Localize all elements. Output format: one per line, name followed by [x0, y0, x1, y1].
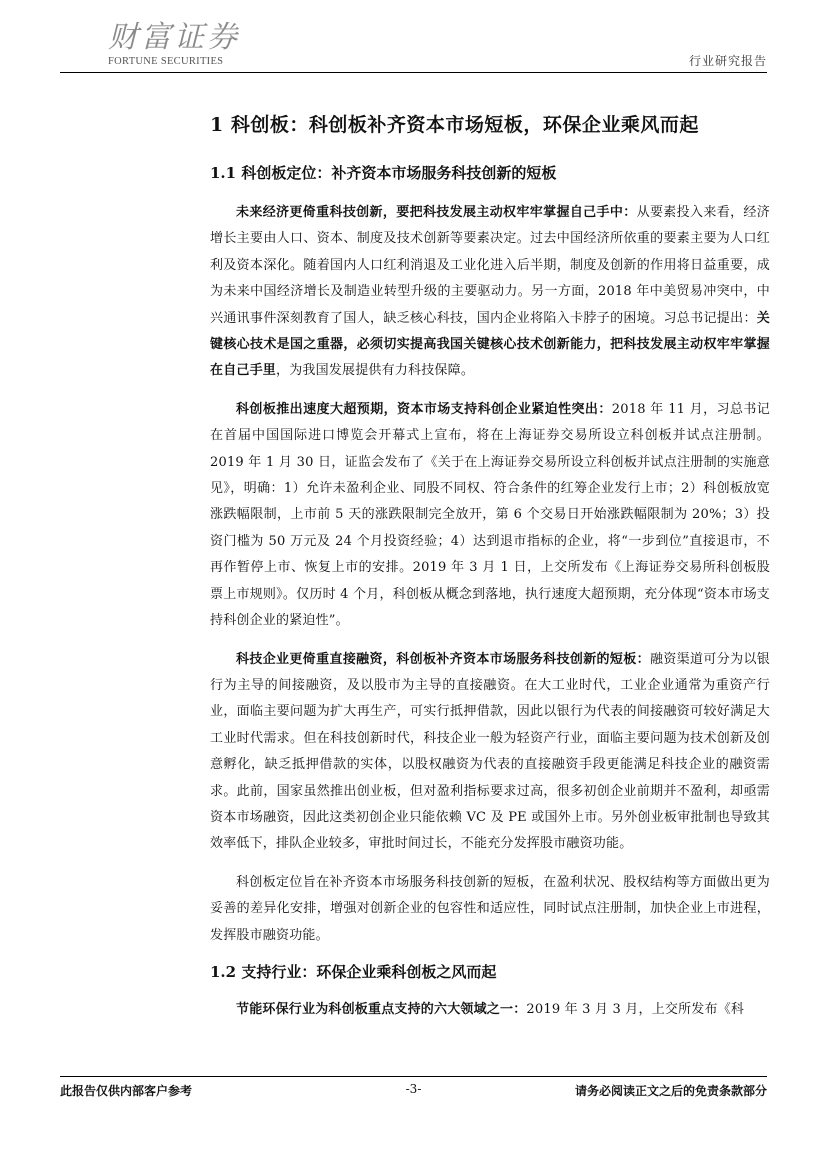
paragraph-2	[210, 397, 770, 635]
section-1-1-title: 1.1 科创板定位：补齐资本市场服务科技创新的短板	[210, 164, 557, 182]
footer-notice: 请务必阅读正文之后的免责条款部分	[574, 1084, 767, 1098]
paragraph-1-tail: ，为我国发展提供有力科技保障。	[276, 363, 475, 379]
paragraph-1-lead: 未来经济更倚重科技创新，要把科技发展主动权牢牢掌握自己手中：	[236, 205, 637, 220]
company-logo	[108, 20, 268, 68]
footer-disclaimer: 此报告仅供内部客户参考	[60, 1084, 193, 1098]
paragraph-5-text: 2019 年 3 月 3 月，上交所发布《科	[526, 1001, 745, 1017]
paragraph-4	[210, 870, 770, 949]
paragraph-3	[210, 647, 770, 858]
paragraph-3-text: 融资渠道可分为以银行为主导的间接融资，及以股市为主导的直接融资。在大工业时代，工业企业通常为重资产行业，面临主要问题为扩大再生产，可实行抵押借款，因此以银行为代表的间接融资可较好满足大工业时代需求。但在科技创新时代，科技企业一般为轻资产行业，面临主要问题为技术创新及创意孵化，缺乏抵押借款的实体，以股权融资为代表的直接融资手段更能满足科技企业的融资需求。此前，国家虽然推出创业板，但对盈利指标要求过高，很多初创企业前期并不盈利，却亟需资本市场融资，因此这类初创企业只能依赖 VC 及 PE 或国外上市。另外创业板审批制也导致其效率低下，排队企业较多，审批时间过长，不能充分发挥股市融资功能。	[210, 651, 770, 852]
logo-english: FORTUNE SECURITIES	[108, 56, 224, 67]
page-number: -3-	[405, 1082, 422, 1096]
header-divider	[60, 72, 767, 73]
paragraph-2-lead: 科创板推出速度大超预期，资本市场支持科创企业紧迫性突出：	[236, 401, 612, 417]
main-content	[210, 112, 770, 1023]
paragraph-1-emphasis: 关键核心技术是国之重器，必须切实提高我国关键核心技术创新能力，把科技发展主动权牢牢掌握在自己手里	[210, 310, 770, 379]
paragraph-2-text: 2018 年 11 月，习总书记在首届中国国际进口博览会开幕式上宣布，将在上海证券交易所设立科创板并试点注册制。2019 年 1 月 30 日，证监会发布了《关于在上海证券交易所设立科创板并试点注册制的实施意见》，明确：1）允许未盈利企业、同股不同权、符合条件的红筹企业发行上市；2）科创板放宽涨跌幅限制，上市前 5 天的涨跌限制完全放开，第 6 个交易日开始涨跌幅限制为 20%；3）投资门槛为 50 万元及 24 个月投资经验；4）达到退市指标的企业，将“一步到位”直接退市，不再作暂停上市、恢复上市的安排。2019 年 3 月 1 日，上交所发布《上海证券交易所科创板股票上市规则》。仅历时 4 个月，科创板从概念到落地，执行速度大超预期，充分体现“资本市场支持科创企业的紧迫性”。	[210, 401, 770, 629]
paragraph-4-text: 科创板定位旨在补齐资本市场服务科技创新的短板，在盈利状况、股权结构等方面做出更为妥善的差异化安排，增强对创新企业的包容性和适应性，同时试点注册制，加快企业上市进程，发挥股市融资功能。	[210, 874, 770, 943]
section-1-title: 1 科创板：科创板补齐资本市场短板，环保企业乘风而起	[210, 114, 699, 136]
section-1-2-title: 1.2 支持行业：环保企业乘科创板之风而起	[210, 962, 497, 981]
logo-chinese: 财富证券	[108, 20, 240, 55]
paragraph-1	[210, 200, 770, 385]
paragraph-5	[210, 997, 770, 1023]
footer-divider	[60, 1076, 767, 1077]
paragraph-5-lead: 节能环保行业为科创板重点支持的六大领域之一：	[236, 1001, 527, 1017]
paragraph-3-lead: 科技企业更倚重直接融资，科创板补齐资本市场服务科技创新的短板：	[236, 651, 650, 667]
report-type: 行业研究报告	[688, 54, 767, 68]
paragraph-1-text: 从要素投入来看，经济增长主要由人口、资本、制度及技术创新等要素决定。过去中国经济所依重的要素主要为人口红利及资本深化。随着国内人口红利消退及工业化进入后半期，制度及创新的作用将日益重要，成为未来中国经济增长及制造业转型升级的主要驱动力。另一方面，2018 年中美贸易冲突中，中兴通讯事件深刻教育了国人，缺乏核心科技，国内企业将陷入卡脖子的困境。习总书记提出：	[210, 205, 770, 326]
